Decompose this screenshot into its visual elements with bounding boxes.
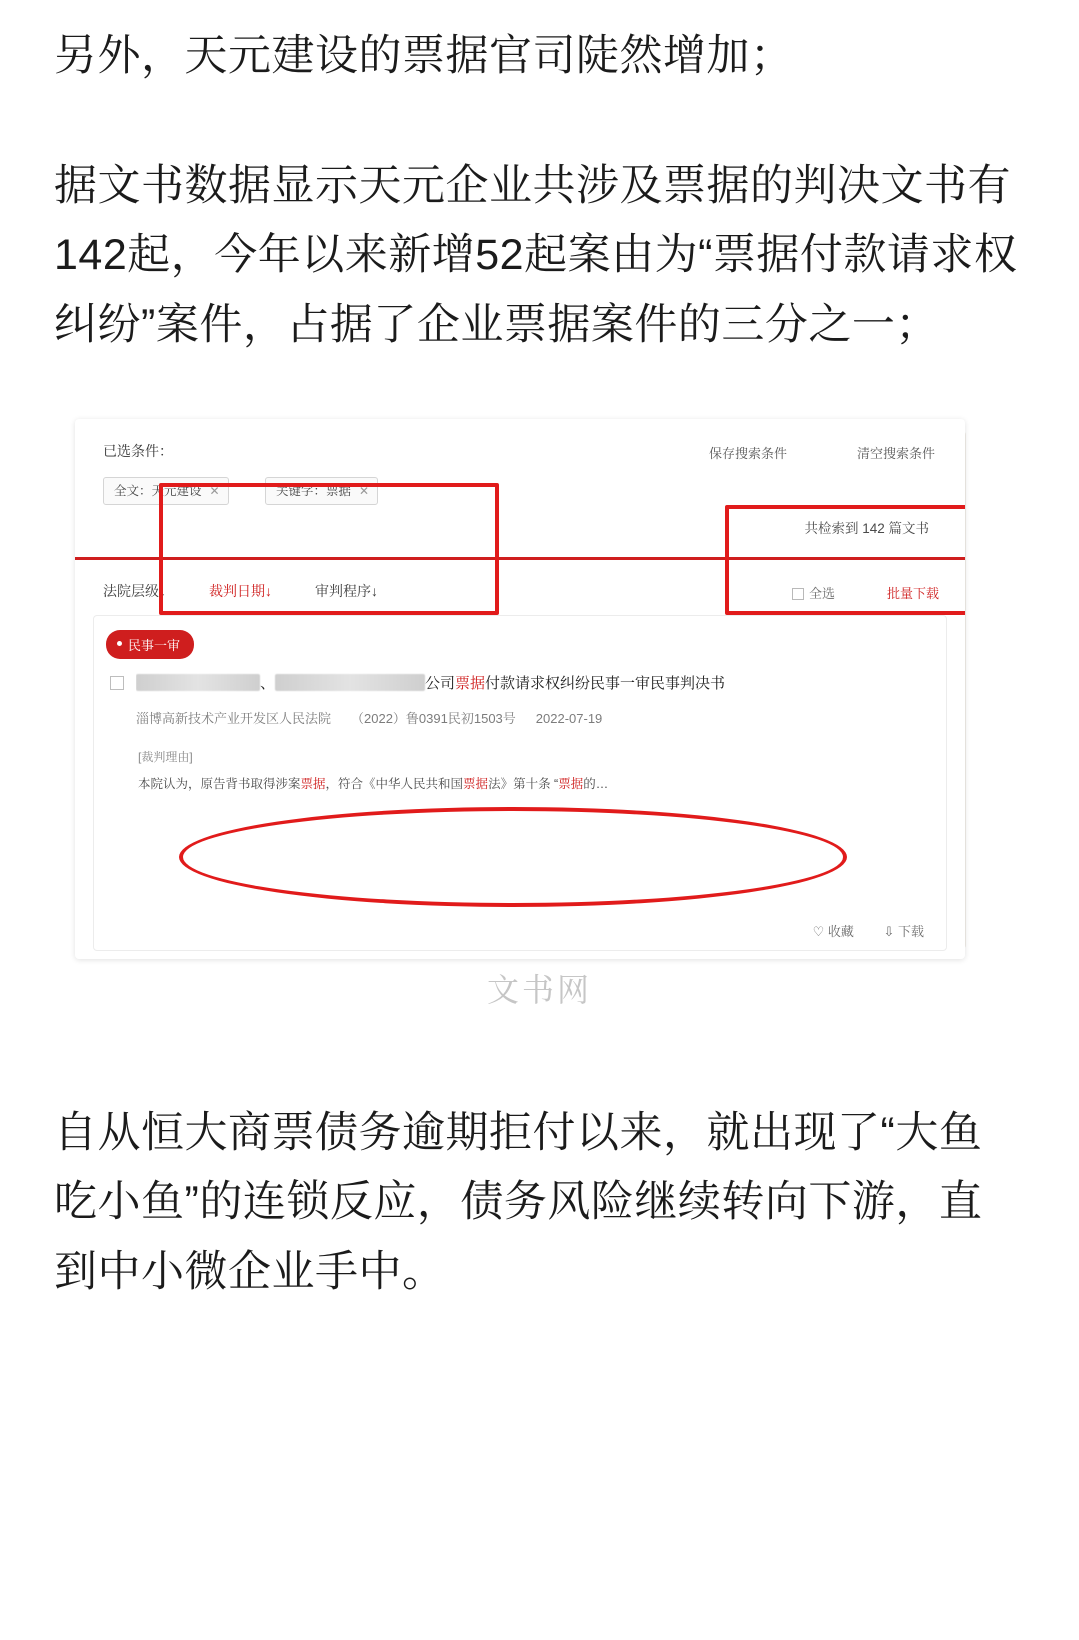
status-badge-label: 民事一审 (128, 637, 181, 653)
filter-chip-keyword-label: 关键字：票据 (276, 483, 352, 498)
document-title[interactable] (136, 672, 934, 693)
sort-trial-procedure[interactable]: 审判程序↓ (315, 582, 378, 599)
close-icon[interactable]: ✕ (358, 483, 370, 498)
reason-part-c: 法》第十条 “ (488, 776, 559, 791)
reason-part-b: ，符合《中华人民共和国 (325, 776, 464, 791)
save-search-link[interactable]: 保存搜索条件 (708, 445, 787, 461)
result-count: 共检索到 142 篇文书 (804, 520, 929, 536)
divider (75, 557, 965, 560)
reason-keyword-3: 票据 (558, 776, 584, 791)
case-number: （2022）鲁0391民初1503号 (351, 710, 516, 726)
watermark: 文书网 (486, 971, 592, 1008)
paragraph-2: 据文书数据显示天元企业共涉及票据的判决文书有142起，今年以来新增52起案由为“票据付款请求权纠纷”案件，占据了企业票据案件的三分之一； (54, 161, 1018, 349)
close-icon[interactable]: ✕ (209, 483, 220, 498)
checkbox-icon (792, 588, 804, 600)
reason-keyword-2: 票据 (463, 776, 489, 791)
paragraph-1: 另外，天元建设的票据官司陡然增加； (54, 32, 794, 80)
row-actions (787, 921, 924, 940)
redacted-party-2 (275, 674, 425, 691)
selected-conditions-label: 已选条件： (103, 442, 173, 459)
embedded-screenshot (0, 409, 1079, 1029)
clear-search-link[interactable]: 清空搜索条件 (856, 445, 935, 461)
reason-snippet (138, 774, 608, 792)
doc-title-company: 公司 (425, 674, 456, 692)
filter-chip-fulltext[interactable] (103, 477, 229, 505)
select-all-checkbox[interactable] (792, 583, 835, 602)
court-name: 淄博高新技术产业开发区人民法院 (136, 710, 332, 726)
filter-chip-fulltext-label: 全文：天元建设 (114, 483, 202, 498)
reason-label: [裁判理由] (138, 749, 193, 764)
sort-bar (75, 571, 965, 613)
download-icon-button[interactable]: ⇩ 下载 (883, 923, 924, 939)
doc-title-rest: 付款请求权纠纷民事一审民事判决书 (485, 674, 726, 692)
filter-chip-keyword[interactable] (265, 477, 378, 505)
filter-bar (75, 419, 965, 547)
search-results-card (75, 419, 965, 959)
reason-part-a: 本院认为，原告背书取得涉案 (138, 776, 301, 791)
doc-title-sep: 、 (260, 674, 276, 692)
reason-part-d: 的… (583, 776, 609, 791)
doc-title-keyword: 票据 (455, 674, 486, 692)
sort-judgment-date[interactable]: 裁判日期↓ (209, 582, 272, 599)
reason-keyword-1: 票据 (300, 776, 326, 791)
select-all-label: 全选 (808, 585, 835, 601)
result-item (93, 615, 947, 951)
paragraph-3: 自从恒大商票债务逾期拒付以来，就出现了“大鱼吃小鱼”的连锁反应，债务风险继续转向下游，直到中小微企业手中。 (54, 1108, 983, 1296)
favorite-icon-button[interactable]: ♡ 收藏 (812, 923, 854, 939)
status-badge (106, 630, 194, 659)
row-checkbox[interactable] (110, 676, 124, 690)
batch-download-button[interactable]: 批量下载 (886, 585, 939, 601)
judgment-date: 2022-07-19 (535, 710, 603, 726)
redacted-party-1 (136, 674, 260, 691)
document-meta (136, 708, 622, 727)
sort-court-level[interactable]: 法院层级↓ (103, 582, 166, 599)
badge-dot-icon (117, 641, 122, 646)
